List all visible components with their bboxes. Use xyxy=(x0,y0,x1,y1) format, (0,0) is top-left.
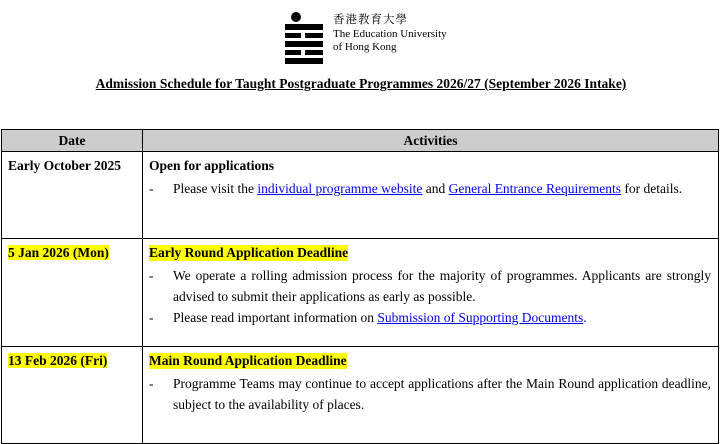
activity-cell xyxy=(143,239,719,347)
activity-title: Main Round Application Deadline xyxy=(149,353,347,368)
date-column-header: Date xyxy=(2,130,143,152)
item-text: . xyxy=(583,310,587,325)
date-cell xyxy=(2,347,143,444)
table-row xyxy=(2,347,719,444)
item-text: and xyxy=(422,181,449,196)
activity-cell xyxy=(143,347,719,444)
bullet-dash: - xyxy=(149,310,154,325)
table-row xyxy=(2,152,719,239)
date-cell xyxy=(2,152,143,239)
item-text: Programme Teams may continue to accept applications after the Main Round application deadline, subject to the availability of places. xyxy=(173,376,711,412)
activity-title: Open for applications xyxy=(149,158,275,173)
programme-website-link[interactable]: individual programme website xyxy=(257,181,423,196)
list-item xyxy=(149,373,711,415)
list-item xyxy=(149,178,711,199)
bullet-dash: - xyxy=(149,268,154,283)
item-text: for details. xyxy=(621,181,683,196)
entrance-requirements-link[interactable]: General Entrance Requirements xyxy=(448,181,622,196)
date-text: 13 Feb 2026 (Fri) xyxy=(8,353,108,368)
table-header-row xyxy=(2,130,719,152)
bullet-dash: - xyxy=(149,181,154,196)
supporting-documents-link[interactable]: Submission of Supporting Documents xyxy=(377,310,584,325)
list-item xyxy=(149,265,711,307)
activity-title: Early Round Application Deadline xyxy=(149,245,349,260)
page-title: Admission Schedule for Taught Postgraduate Programmes 2026/27 (September 2026 Intake) xyxy=(95,76,627,91)
bullet-dash: - xyxy=(149,376,154,391)
eduhk-logo-icon xyxy=(283,11,325,65)
item-text: Please read important information on xyxy=(173,310,378,325)
date-cell xyxy=(2,239,143,347)
date-text: Early October 2025 xyxy=(8,158,121,173)
logo-chinese-name: 香港教育大學 xyxy=(333,12,408,26)
logo-english-line1: The Education University xyxy=(333,28,447,40)
university-logo xyxy=(283,9,453,65)
date-text: 5 Jan 2026 (Mon) xyxy=(8,245,109,260)
activities-column-header: Activities xyxy=(143,130,719,152)
list-item xyxy=(149,307,711,328)
activity-cell xyxy=(143,152,719,239)
schedule-table xyxy=(1,129,719,444)
item-text: We operate a rolling admission process for the majority of programmes. Applicants are strongly advised to submit their applications as early as possible. xyxy=(173,268,711,304)
logo-english-line2: of Hong Kong xyxy=(333,40,397,53)
table-row xyxy=(2,239,719,347)
item-text: Please visit the xyxy=(173,181,258,196)
